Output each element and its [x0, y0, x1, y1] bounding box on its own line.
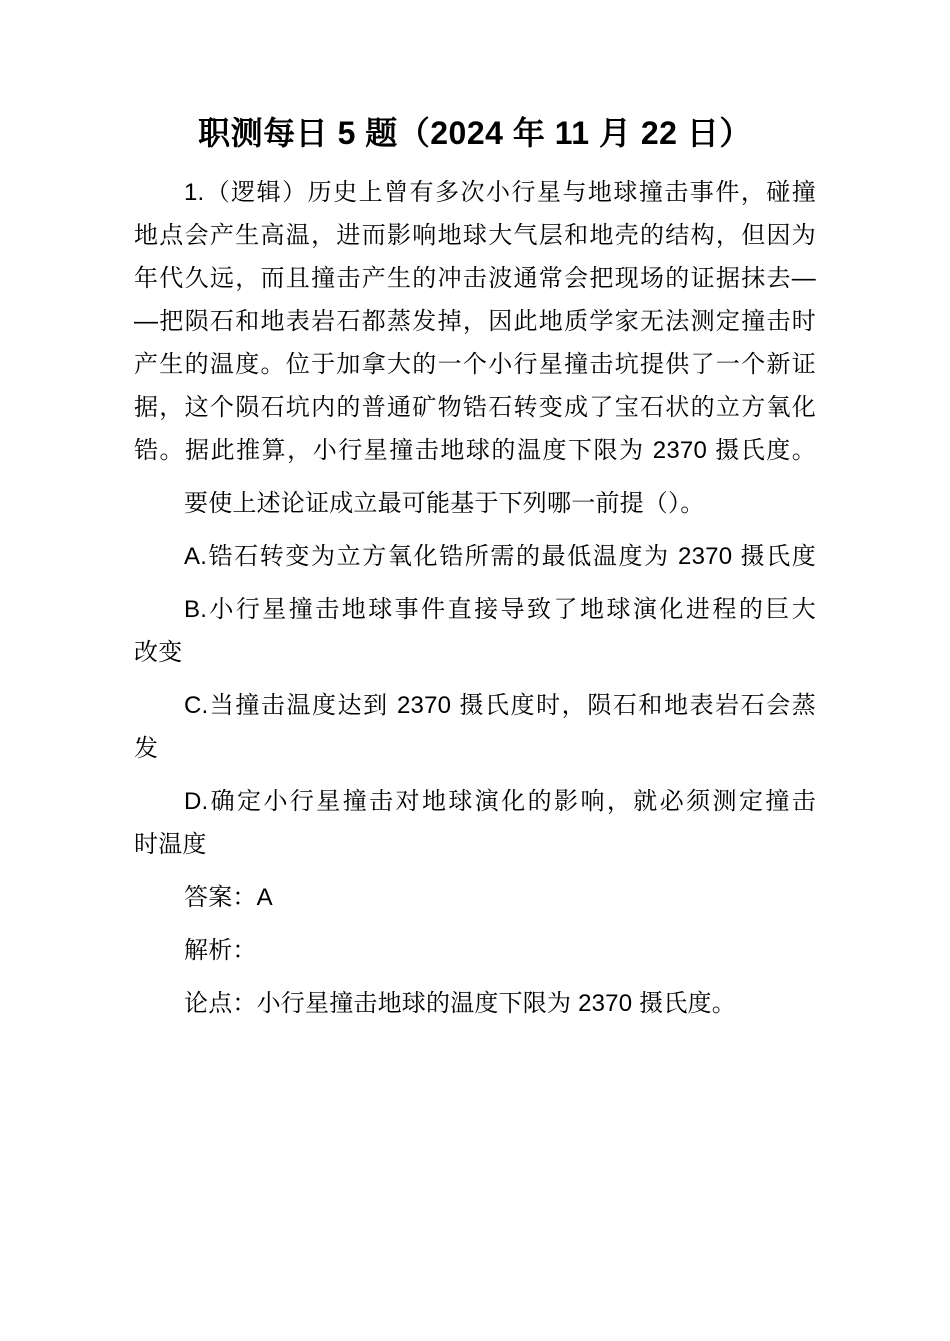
- analysis-heading: [134, 929, 816, 972]
- question-prompt: [134, 482, 816, 525]
- question-stem-line-6: 据，这个陨石坑内的普通矿物锆石转变成了宝石状的立方氧化: [134, 394, 816, 421]
- option-c: [134, 684, 816, 770]
- option-d-line-2: 时温度: [134, 831, 207, 858]
- option-b-line-1: B.小行星撞击地球事件直接导致了地球演化进程的巨大: [184, 596, 816, 623]
- answer-line: [134, 876, 816, 919]
- option-a: [134, 535, 816, 578]
- question-stem-line-3: 年代久远，而且撞击产生的冲击波通常会把现场的证据抹去—: [134, 265, 816, 292]
- option-c-line-1: C.当撞击温度达到 2370 摄氏度时，陨石和地表岩石会蒸: [184, 692, 816, 719]
- question-stem-line-5: 产生的温度。位于加拿大的一个小行星撞击坑提供了一个新证: [134, 351, 816, 378]
- question-stem-line-1: 1.（逻辑）历史上曾有多次小行星与地球撞击事件，碰撞: [184, 179, 816, 206]
- answer-text: 答案：A: [184, 884, 273, 911]
- analysis: [134, 982, 816, 1025]
- option-a-line-1: A.锆石转变为立方氧化锆所需的最低温度为 2370 摄氏度: [184, 543, 816, 570]
- option-c-line-2: 发: [134, 735, 159, 762]
- document-title: 职测每日 5 题（2024 年 11 月 22 日）: [198, 115, 752, 151]
- document-page: [0, 111, 950, 1341]
- option-b: [134, 588, 816, 674]
- option-d-line-1: D.确定小行星撞击对地球演化的影响，就必须测定撞击: [184, 788, 816, 815]
- analysis-heading-text: 解析：: [184, 937, 257, 964]
- question-stem-line-4: —把陨石和地表岩石都蒸发掉，因此地质学家无法测定撞击时: [134, 308, 816, 335]
- question-stem-line-2: 地点会产生高温，进而影响地球大气层和地壳的结构，但因为: [134, 222, 816, 249]
- analysis-line-1: 论点：小行星撞击地球的温度下限为 2370 摄氏度。: [184, 990, 736, 1017]
- question-stem-line-7: 锆。据此推算，小行星撞击地球的温度下限为 2370 摄氏度。: [134, 437, 816, 464]
- question-prompt-line: 要使上述论证成立最可能基于下列哪一前提（）。: [184, 490, 705, 517]
- option-b-line-2: 改变: [134, 639, 183, 666]
- option-d: [134, 780, 816, 866]
- question-stem: [134, 171, 816, 472]
